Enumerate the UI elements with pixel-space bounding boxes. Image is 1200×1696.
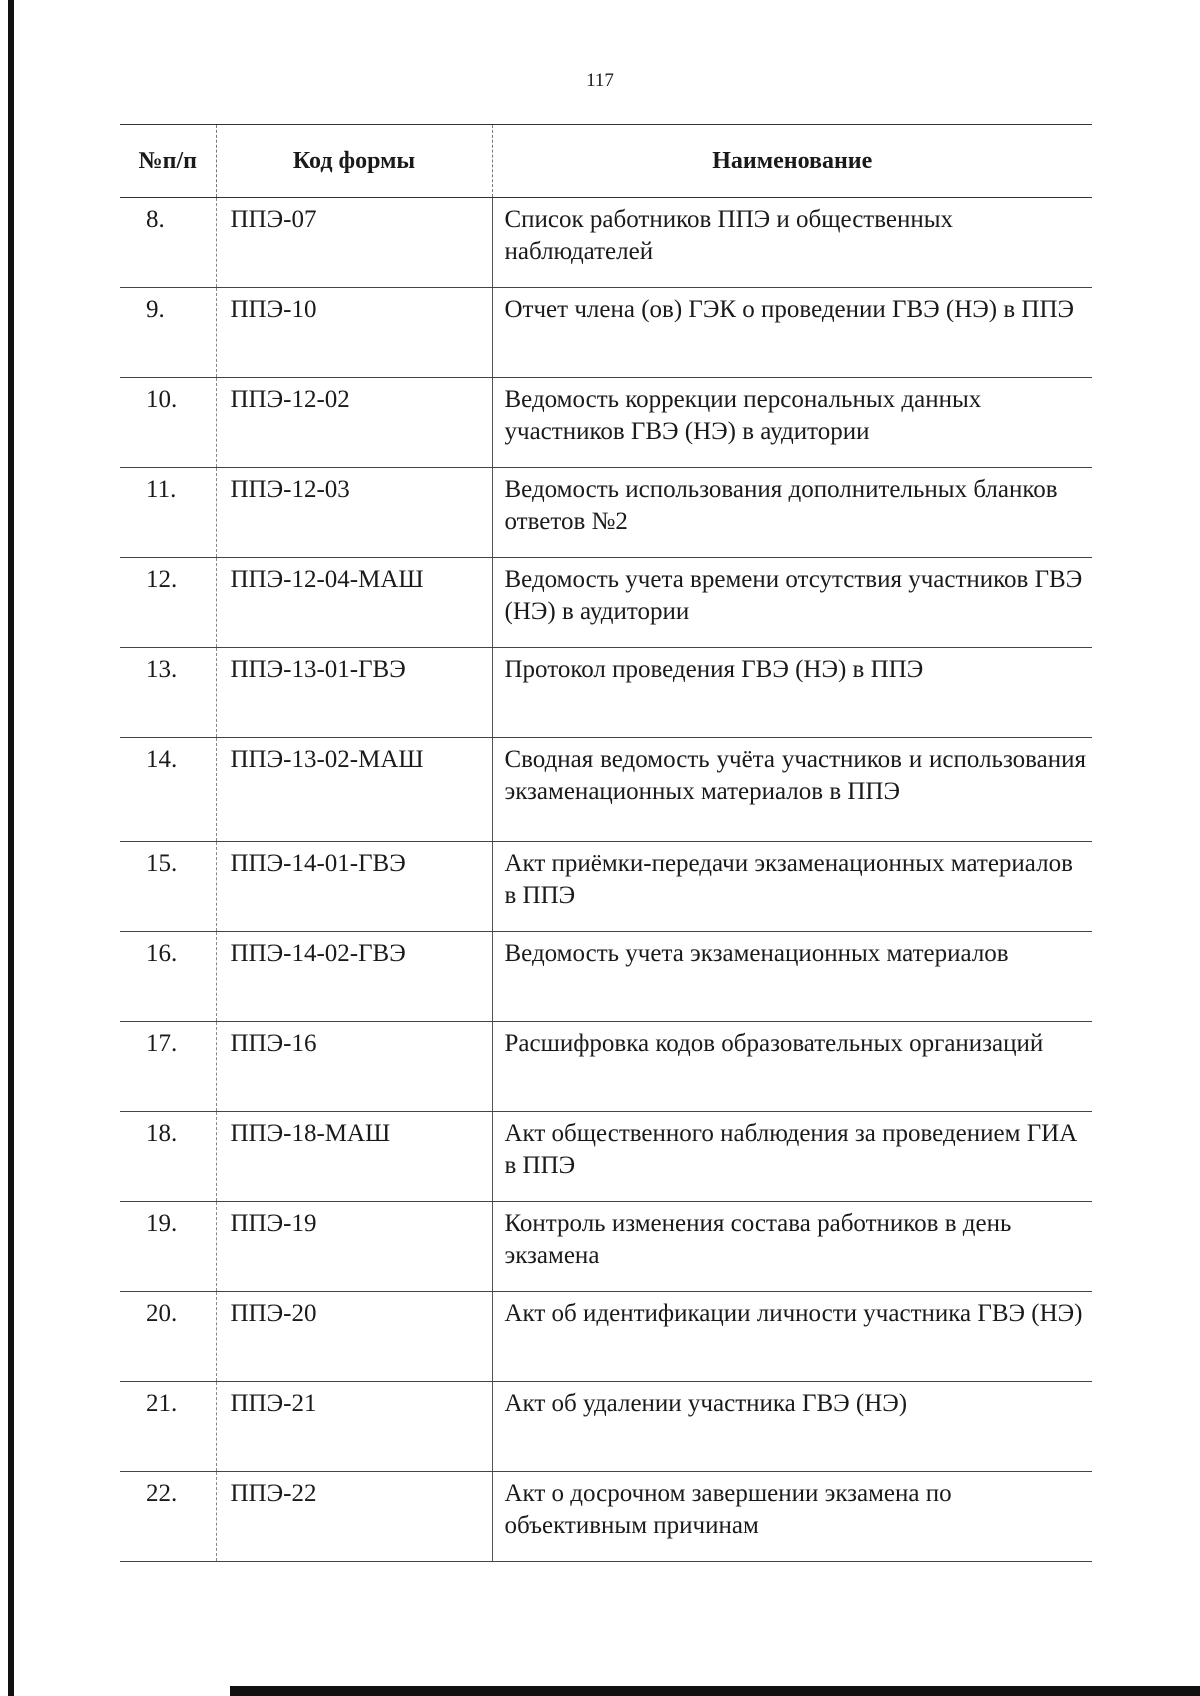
table-row [120,468,1092,558]
row-code: ППЭ-20 [216,1292,492,1382]
table-row [120,378,1092,468]
row-name: Ведомость использования дополнительных бланков ответов №2 [492,468,1092,558]
scan-edge-left [8,0,14,1696]
row-name: Акт о досрочном завершении экзамена по объективным причинам [492,1472,1092,1562]
row-num: 21. [120,1382,216,1472]
row-code: ППЭ-10 [216,288,492,378]
row-name: Протокол проведения ГВЭ (НЭ) в ППЭ [492,648,1092,738]
row-name: Расшифровка кодов образовательных организаций [492,1022,1092,1112]
row-num: 20. [120,1292,216,1382]
row-num: 16. [120,932,216,1022]
row-name: Список работников ППЭ и общественных наблюдателей [492,198,1092,288]
scan-edge-bottom [230,1686,1200,1696]
row-num: 11. [120,468,216,558]
table-row [120,1022,1092,1112]
row-code: ППЭ-18-МАШ [216,1112,492,1202]
row-num: 22. [120,1472,216,1562]
row-num: 14. [120,738,216,842]
table-row [120,288,1092,378]
row-code: ППЭ-12-03 [216,468,492,558]
row-num: 13. [120,648,216,738]
row-name: Сводная ведомость учёта участников и использования экзаменационных материалов в ППЭ [492,738,1092,842]
row-code: ППЭ-22 [216,1472,492,1562]
row-code: ППЭ-12-04-МАШ [216,558,492,648]
row-code: ППЭ-07 [216,198,492,288]
row-num: 17. [120,1022,216,1112]
table-row [120,842,1092,932]
row-num: 10. [120,378,216,468]
header-name: Наименование [492,125,1092,198]
row-code: ППЭ-14-02-ГВЭ [216,932,492,1022]
row-name: Акт общественного наблюдения за проведением ГИА в ППЭ [492,1112,1092,1202]
table-row [120,1382,1092,1472]
row-name: Ведомость учета экзаменационных материалов [492,932,1092,1022]
row-num: 19. [120,1202,216,1292]
forms-table [120,124,1092,1562]
page-number: 117 [586,70,614,91]
row-code: ППЭ-16 [216,1022,492,1112]
row-name: Акт об идентификации личности участника ГВЭ (НЭ) [492,1292,1092,1382]
table-row [120,648,1092,738]
row-num: 15. [120,842,216,932]
row-name: Ведомость учета времени отсутствия участников ГВЭ (НЭ) в аудитории [492,558,1092,648]
row-name: Отчет члена (ов) ГЭК о проведении ГВЭ (НЭ) в ППЭ [492,288,1092,378]
table-row [120,738,1092,842]
row-name: Акт об удалении участника ГВЭ (НЭ) [492,1382,1092,1472]
row-code: ППЭ-21 [216,1382,492,1472]
row-num: 9. [120,288,216,378]
row-name: Акт приёмки-передачи экзаменационных материалов в ППЭ [492,842,1092,932]
header-num: №п/п [120,125,216,198]
row-name: Ведомость коррекции персональных данных участников ГВЭ (НЭ) в аудитории [492,378,1092,468]
row-code: ППЭ-19 [216,1202,492,1292]
table-row [120,558,1092,648]
table-row [120,1472,1092,1562]
row-num: 12. [120,558,216,648]
row-num: 18. [120,1112,216,1202]
row-num: 8. [120,198,216,288]
table-header-row [120,125,1092,198]
table-row [120,198,1092,288]
table-row [120,932,1092,1022]
row-name: Контроль изменения состава работников в день экзамена [492,1202,1092,1292]
table-row [120,1112,1092,1202]
table-row [120,1292,1092,1382]
row-code: ППЭ-13-01-ГВЭ [216,648,492,738]
table-row [120,1202,1092,1292]
row-code: ППЭ-13-02-МАШ [216,738,492,842]
row-code: ППЭ-14-01-ГВЭ [216,842,492,932]
row-code: ППЭ-12-02 [216,378,492,468]
header-code: Код формы [216,125,492,198]
